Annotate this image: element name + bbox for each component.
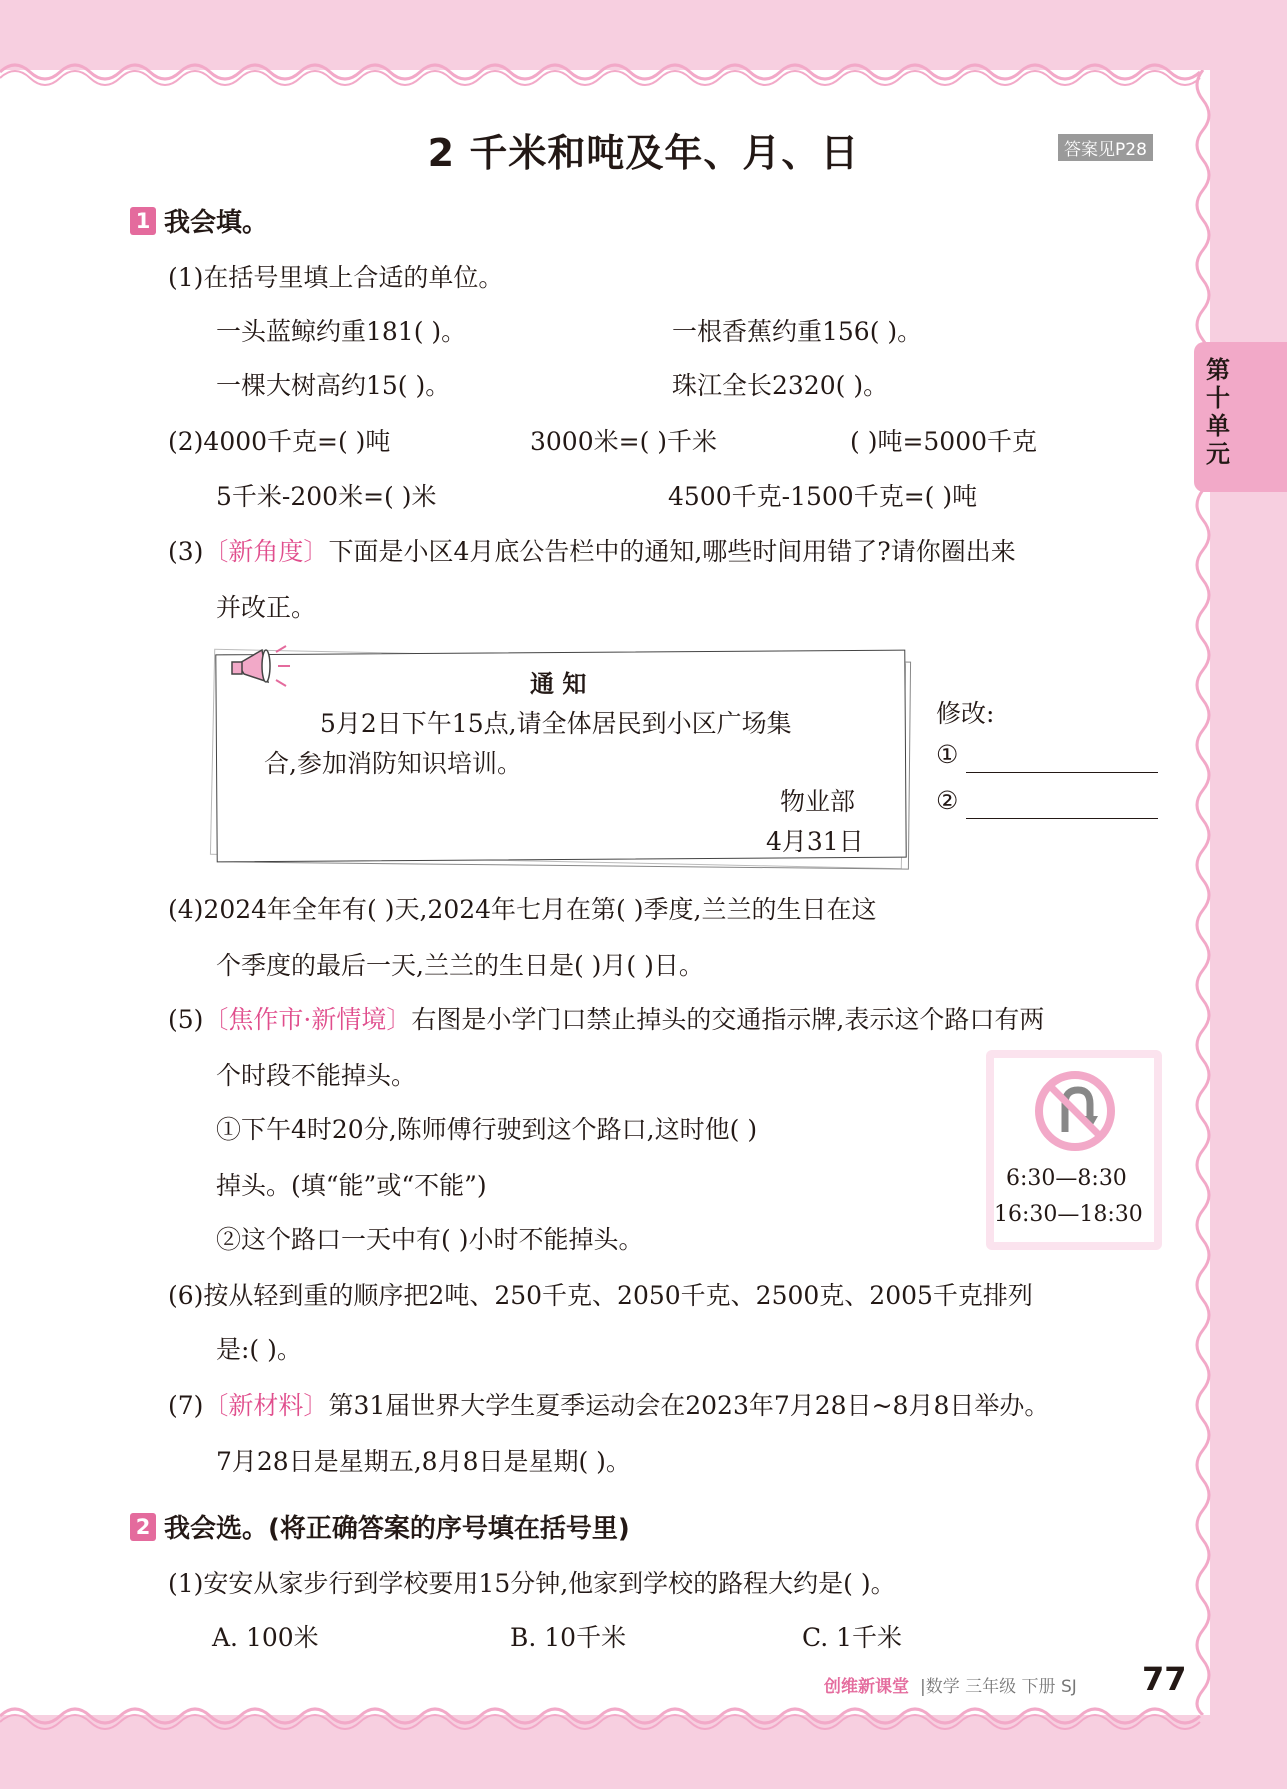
q5-number: (5) — [168, 1005, 204, 1034]
notice-date: 4月31日 — [766, 827, 864, 856]
megaphone-icon — [228, 636, 298, 696]
notice-body-1: 5月2日下午15点,请全体居民到小区广场集 — [320, 709, 792, 738]
section-2-badge: 2 — [130, 1513, 156, 1541]
no-u-turn-icon — [1032, 1068, 1118, 1154]
section-2-title: 我会选。(将正确答案的序号填在括号里) — [164, 1514, 630, 1544]
sign-time-2: 16:30—18:30 — [994, 1202, 1143, 1227]
q4-line-1: (4)2024年全年有( )天,2024年七月在第( )季度,兰兰的生日在这 — [168, 895, 877, 924]
fix-2-answer-line[interactable] — [966, 818, 1158, 819]
q2-item-c: ( )吨=5000千克 — [850, 427, 1038, 456]
section-1-title: 我会填。 — [164, 208, 269, 238]
fix-label: 修改: — [936, 699, 995, 728]
s2-q1-prompt: (1)安安从家步行到学校要用15分钟,他家到学校的路程大约是( )。 — [168, 1569, 896, 1598]
q5-line-2: 个时段不能掉头。 — [216, 1061, 417, 1090]
notice-signature: 物业部 — [780, 787, 856, 816]
q2-item-a: (2)4000千克=( )吨 — [168, 427, 391, 456]
s2-q1-option-a[interactable]: A. 100米 — [212, 1623, 319, 1652]
q5-sub-1a: ①下午4时20分,陈师傅行驶到这个路口,这时他( ) — [216, 1115, 758, 1144]
section-2-heading — [130, 1508, 630, 1545]
q2-item-b: 3000米=( )千米 — [530, 427, 718, 456]
q1-prompt: (1)在括号里填上合适的单位。 — [168, 263, 504, 292]
q5-sub-1b: 掉头。(填“能”或“不能”) — [216, 1171, 487, 1200]
q1-item-c: 一棵大树高约15( )。 — [216, 371, 451, 400]
q4-line-2: 个季度的最后一天,兰兰的生日是( )月( )日。 — [216, 951, 704, 980]
unit-side-tab-label: 第十单元 — [1206, 356, 1230, 468]
footer-info: |数学 三年级 下册 SJ — [920, 1677, 1077, 1697]
q1-item-a: 一头蓝鲸约重181( )。 — [216, 317, 467, 346]
notice-title: 通 知 — [530, 670, 587, 698]
fix-1-marker: ① — [936, 740, 959, 769]
q6-line-1: (6)按从轻到重的顺序把2吨、250千克、2050千克、2500克、2005千克排列 — [168, 1281, 1033, 1310]
q5-sub-2: ②这个路口一天中有( )小时不能掉头。 — [216, 1225, 644, 1254]
q3-number: (3) — [168, 537, 204, 566]
q5-line-1 — [168, 1000, 1044, 1036]
right-wave-border — [1188, 70, 1218, 1715]
q7-text-1: 第31届世界大学生夏季运动会在2023年7月28日~8月8日举办。 — [328, 1391, 1050, 1420]
q3-text-1: 下面是小区4月底公告栏中的通知,哪些时间用错了?请你圈出来 — [328, 537, 1016, 566]
top-wave-border — [0, 50, 1210, 90]
section-1-badge: 1 — [130, 207, 156, 235]
q7-tag: 〔新材料〕 — [203, 1391, 329, 1420]
s2-q1-option-b[interactable]: B. 10千米 — [510, 1623, 627, 1652]
q1-item-d: 珠江全长2320( )。 — [672, 371, 889, 400]
q7-line-2: 7月28日是星期五,8月8日是星期( )。 — [216, 1447, 631, 1476]
page-title: 2 千米和吨及年、月、日 — [427, 131, 860, 175]
q5-text-1: 右图是小学门口禁止掉头的交通指示牌,表示这个路口有两 — [411, 1005, 1045, 1034]
q6-line-2: 是:( )。 — [216, 1335, 302, 1364]
q3-line-1 — [168, 532, 1016, 568]
fix-1-answer-line[interactable] — [966, 772, 1158, 773]
notice-body-2: 合,参加消防知识培训。 — [264, 749, 522, 778]
q3-tag: 〔新角度〕 — [203, 537, 329, 566]
q1-item-b: 一根香蕉约重156( )。 — [672, 317, 923, 346]
answer-reference-badge: 答案见P28 — [1058, 134, 1153, 161]
unit-side-tab — [1194, 342, 1287, 492]
s2-q1-option-c[interactable]: C. 1千米 — [802, 1623, 903, 1652]
footer-brand: 创维新课堂 — [824, 1677, 909, 1697]
q5-tag: 〔焦作市·新情境〕 — [203, 1005, 412, 1034]
q7-number: (7) — [168, 1391, 204, 1420]
q3-line-2: 并改正。 — [216, 593, 317, 622]
q2-item-d: 5千米-200米=( )米 — [216, 482, 437, 511]
q7-line-1 — [168, 1386, 1049, 1422]
bottom-wave-border — [0, 1700, 1210, 1740]
sign-time-1: 6:30—8:30 — [1006, 1166, 1127, 1191]
section-1-heading — [130, 202, 268, 239]
fix-2-marker: ② — [936, 786, 959, 815]
q2-item-e: 4500千克-1500千克=( )吨 — [668, 482, 978, 511]
page-number: 77 — [1142, 1660, 1187, 1698]
